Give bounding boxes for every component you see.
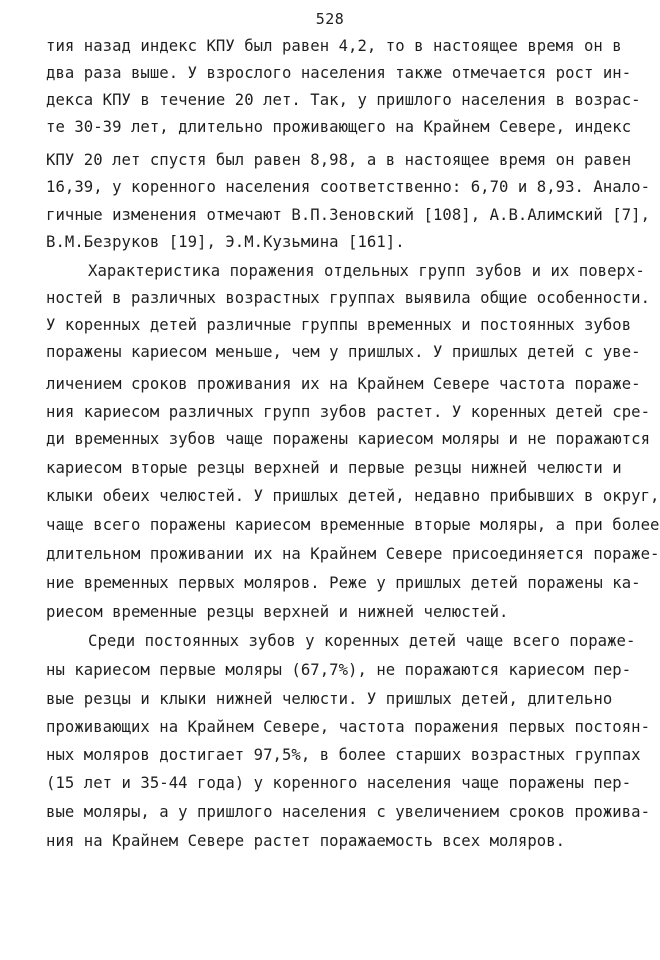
text-line: (15 лет и 35-44 года) у коренного населения чаще поражены пер- — [46, 774, 632, 792]
text-line: кариесом вторые резцы верхней и первые резцы нижней челюсти и — [46, 459, 622, 477]
text-line: проживающих на Крайнем Севере, частота поражения первых постоян- — [46, 718, 651, 736]
text-line: У коренных детей различные группы временных и постоянных зубов — [46, 316, 632, 334]
text-line: ние временных первых моляров. Реже у пришлых детей поражены ка- — [46, 574, 641, 592]
text-line: вые резцы и клыки нижней челюсти. У пришлых детей, длительно — [46, 690, 613, 708]
text-line: ностей в различных возрастных группах выявила общие особенности. — [46, 289, 651, 307]
text-line: чаще всего поражены кариесом временные вторые моляры, а при более — [46, 516, 660, 534]
text-line: поражены кариесом меньше, чем у пришлых. У пришлых детей с уве- — [46, 343, 641, 361]
text-line: ных моляров достигает 97,5%, в более старших возрастных группах — [46, 746, 641, 764]
page-number: 528 — [315, 10, 345, 28]
text-line: ны кариесом первые моляры (67,7%), не поражаются кариесом пер- — [46, 661, 632, 679]
text-line: личением сроков проживания их на Крайнем Севере частота пораже- — [46, 375, 641, 393]
text-line: клыки обеих челюстей. У пришлых детей, недавно прибывших в округ, — [46, 487, 660, 505]
text-line: два раза выше. У взрослого населения также отмечается рост ин- — [46, 64, 632, 82]
text-line: ния на Крайнем Севере растет поражаемость всех моляров. — [46, 832, 566, 850]
text-line: риесом временные резцы верхней и нижней челюстей. — [46, 603, 509, 621]
text-line: декса КПУ в течение 20 лет. Так, у пришлого населения в возрас- — [46, 91, 641, 109]
text-line: ния кариесом различных групп зубов растет. У коренных детей сре- — [46, 403, 651, 421]
text-line: В.М.Безруков [19], Э.М.Кузьмина [161]. — [46, 233, 405, 251]
text-line: тия назад индекс КПУ был равен 4,2, то в настоящее время он в — [46, 37, 622, 55]
text-line: 16,39, у коренного населения соответственно: 6,70 и 8,93. Анало- — [46, 178, 651, 196]
text-line: гичные изменения отмечают В.П.Зеновский [108], А.В.Алимский [7], — [46, 206, 651, 224]
text-line: вые моляры, а у пришлого населения с увеличением сроков прожива- — [46, 803, 651, 821]
text-line: те 30-39 лет, длительно проживающего на Крайнем Севере, индекс — [46, 118, 632, 136]
paragraph-first-line: Характеристика поражения отдельных групп зубов и их поверх- — [88, 262, 645, 280]
text-line: ди временных зубов чаще поражены кариесом моляры и не поражаются — [46, 430, 651, 448]
text-line: КПУ 20 лет спустя был равен 8,98, а в настоящее время он равен — [46, 151, 632, 169]
text-line: длительном проживании их на Крайнем Севере присоединяется пораже- — [46, 545, 660, 563]
paragraph-first-line: Среди постоянных зубов у коренных детей чаще всего пораже- — [88, 632, 636, 650]
